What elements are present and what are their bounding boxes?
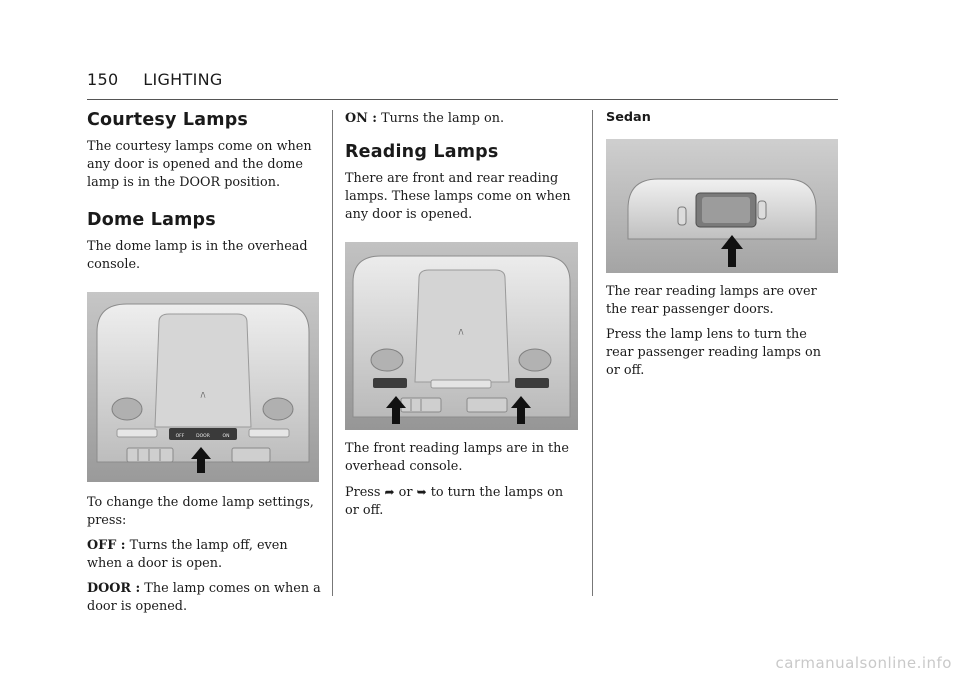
reading-lamps-text: There are front and rear reading lamps. These lamps come on when any door is opened. <box>345 171 571 222</box>
dome-lamps-text: The dome lamp is in the overhead console. <box>87 239 308 272</box>
off-text: Turns the lamp off, even when a door is open. <box>87 538 288 571</box>
door-label: DOOR <box>196 434 210 439</box>
courtesy-lamps-text: The courtesy lamps come on when any door is opened and the dome lamp is in the DOOR position. <box>87 139 312 190</box>
press-or: or <box>398 485 413 500</box>
svg-text:/\: /\ <box>458 328 464 336</box>
column-2 <box>345 110 578 527</box>
on-term: ON : <box>345 111 378 126</box>
header-rule <box>87 99 838 100</box>
press-instruction <box>345 483 578 520</box>
dome-lamp-figure <box>87 292 319 482</box>
on-description <box>345 110 578 128</box>
front-reading-lamps-figure <box>345 242 578 430</box>
rear-reading-lamps-text: The rear reading lamps are over the rear passenger doors. <box>606 284 817 317</box>
reading-lamp-left-icon: ➦ <box>384 485 395 499</box>
page-number: 150 <box>87 70 119 89</box>
reading-lamp-right-icon: ➥ <box>416 485 427 499</box>
column-divider <box>592 110 593 596</box>
on-text: Turns the lamp on. <box>381 111 505 126</box>
section-title: LIGHTING <box>143 70 223 89</box>
rear-reading-lamp-figure <box>606 139 838 273</box>
watermark: carmanualsonline.info <box>775 654 952 672</box>
sedan-label: Sedan <box>606 110 651 125</box>
rear-press-text: Press the lamp lens to turn the rear passenger reading lamps on or off. <box>606 327 821 378</box>
dome-lamps-heading: Dome Lamps <box>87 210 216 230</box>
off-label: OFF <box>175 434 185 439</box>
press-prefix: Press <box>345 485 381 500</box>
column-3 <box>606 110 838 387</box>
door-term: DOOR : <box>87 581 141 596</box>
svg-text:/\: /\ <box>200 391 206 399</box>
page-header <box>87 70 838 89</box>
off-description <box>87 537 323 573</box>
on-label: ON <box>222 434 230 439</box>
door-description <box>87 580 323 616</box>
reading-lamps-heading: Reading Lamps <box>345 142 499 162</box>
press-suffix: to turn the lamps on or off. <box>345 485 564 518</box>
change-settings-text: To change the dome lamp settings, press: <box>87 495 314 528</box>
column-divider <box>332 110 333 596</box>
front-reading-lamps-text: The front reading lamps are in the overhead console. <box>345 441 569 474</box>
column-1 <box>87 110 323 623</box>
off-term: OFF : <box>87 538 126 553</box>
courtesy-lamps-heading: Courtesy Lamps <box>87 110 249 130</box>
door-text: The lamp comes on when a door is opened. <box>87 581 321 614</box>
